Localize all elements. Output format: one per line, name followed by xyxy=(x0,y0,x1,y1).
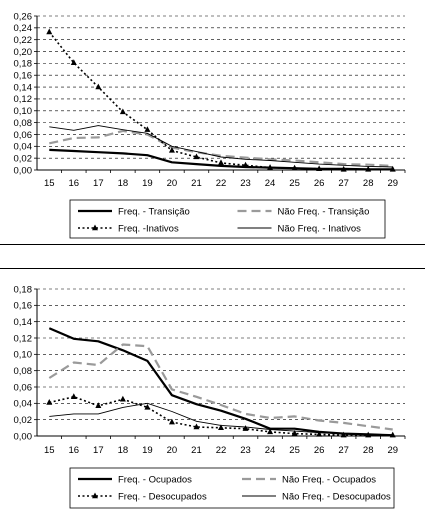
series-point-triangle xyxy=(71,393,77,399)
x-tick-label: 16 xyxy=(68,178,80,189)
y-tick-label: 0,04 xyxy=(13,141,32,153)
series-point-triangle xyxy=(218,159,224,165)
series-point-triangle xyxy=(46,28,52,34)
series-line xyxy=(49,32,392,169)
x-tick-label: 21 xyxy=(191,178,202,189)
x-tick-label: 19 xyxy=(142,445,153,456)
y-tick-label: 0,00 xyxy=(13,165,32,177)
x-tick-label: 29 xyxy=(387,178,399,189)
y-tick-label: 0,08 xyxy=(13,117,32,129)
x-tick-label: 22 xyxy=(215,178,227,189)
y-tick-label: 0,00 xyxy=(13,431,32,443)
y-tick-label: 0,22 xyxy=(13,34,32,46)
y-tick-label: 0,10 xyxy=(13,349,32,361)
y-tick-label: 0,02 xyxy=(13,414,32,426)
y-tick-label: 0,16 xyxy=(13,70,32,82)
x-tick-label: 20 xyxy=(166,178,178,189)
series-line xyxy=(49,328,392,435)
x-tick-label: 18 xyxy=(117,178,129,189)
y-tick-label: 0,24 xyxy=(13,23,32,35)
series-point-triangle xyxy=(144,126,150,132)
x-tick-label: 23 xyxy=(240,178,251,189)
legend-label: Freq. - Transição xyxy=(118,206,190,218)
y-tick-label: 0,16 xyxy=(13,300,32,312)
series-point-triangle xyxy=(95,84,101,90)
x-tick-label: 25 xyxy=(289,445,300,456)
y-tick-label: 0,06 xyxy=(13,129,32,141)
x-tick-label: 16 xyxy=(68,445,80,456)
y-tick-label: 0,14 xyxy=(13,82,32,94)
x-tick-label: 17 xyxy=(93,445,104,456)
series-point-triangle xyxy=(46,399,52,405)
y-tick-label: 0,12 xyxy=(13,333,32,345)
legend-label: Não Freq. - Desocupados xyxy=(282,491,391,503)
y-tick-label: 0,14 xyxy=(13,316,32,328)
series-line xyxy=(49,403,392,435)
x-tick-label: 15 xyxy=(43,445,55,456)
x-tick-label: 27 xyxy=(338,445,349,456)
x-tick-label: 27 xyxy=(338,178,349,189)
legend-label: Não Freq. - Ocupados xyxy=(282,474,376,486)
x-tick-label: 21 xyxy=(191,445,202,456)
legend-label: Não Freq. - Inativos xyxy=(277,223,361,235)
chart-panel-transicao-inativos xyxy=(0,0,425,245)
x-tick-label: 28 xyxy=(362,178,374,189)
x-tick-label: 22 xyxy=(215,445,227,456)
line-chart-ocupados-desocupados xyxy=(0,269,425,514)
y-tick-label: 0,10 xyxy=(13,106,32,118)
y-tick-label: 0,20 xyxy=(13,46,32,58)
series-point-triangle xyxy=(120,396,126,402)
x-tick-label: 26 xyxy=(313,445,325,456)
y-tick-label: 0,06 xyxy=(13,382,32,394)
y-tick-label: 0,18 xyxy=(13,58,32,70)
x-tick-label: 29 xyxy=(387,445,399,456)
legend-label: Freq. -Inativos xyxy=(118,223,179,235)
x-tick-label: 28 xyxy=(362,445,374,456)
series-line xyxy=(49,345,392,430)
y-tick-label: 0,02 xyxy=(13,153,32,165)
x-tick-label: 17 xyxy=(93,178,104,189)
chart-panel-ocupados-desocupados xyxy=(0,268,425,514)
x-tick-label: 24 xyxy=(264,445,276,456)
x-tick-label: 18 xyxy=(117,445,129,456)
line-chart-transicao-inativos xyxy=(0,0,425,244)
series-point-triangle xyxy=(95,402,101,408)
x-tick-label: 23 xyxy=(240,445,251,456)
x-tick-label: 20 xyxy=(166,445,178,456)
x-tick-label: 26 xyxy=(313,178,325,189)
legend-label: Freq. - Ocupados xyxy=(118,474,192,486)
x-tick-label: 24 xyxy=(264,178,276,189)
x-tick-label: 19 xyxy=(142,178,153,189)
y-tick-label: 0,08 xyxy=(13,365,32,377)
legend-label: Freq. - Desocupados xyxy=(118,491,207,503)
y-tick-label: 0,04 xyxy=(13,398,32,410)
y-tick-label: 0,18 xyxy=(13,284,32,296)
y-tick-label: 0,26 xyxy=(13,11,32,23)
y-tick-label: 0,12 xyxy=(13,94,32,106)
series-point-triangle xyxy=(71,59,77,65)
x-tick-label: 25 xyxy=(289,178,300,189)
x-tick-label: 15 xyxy=(43,178,55,189)
legend-label: Não Freq. - Transição xyxy=(277,206,370,218)
